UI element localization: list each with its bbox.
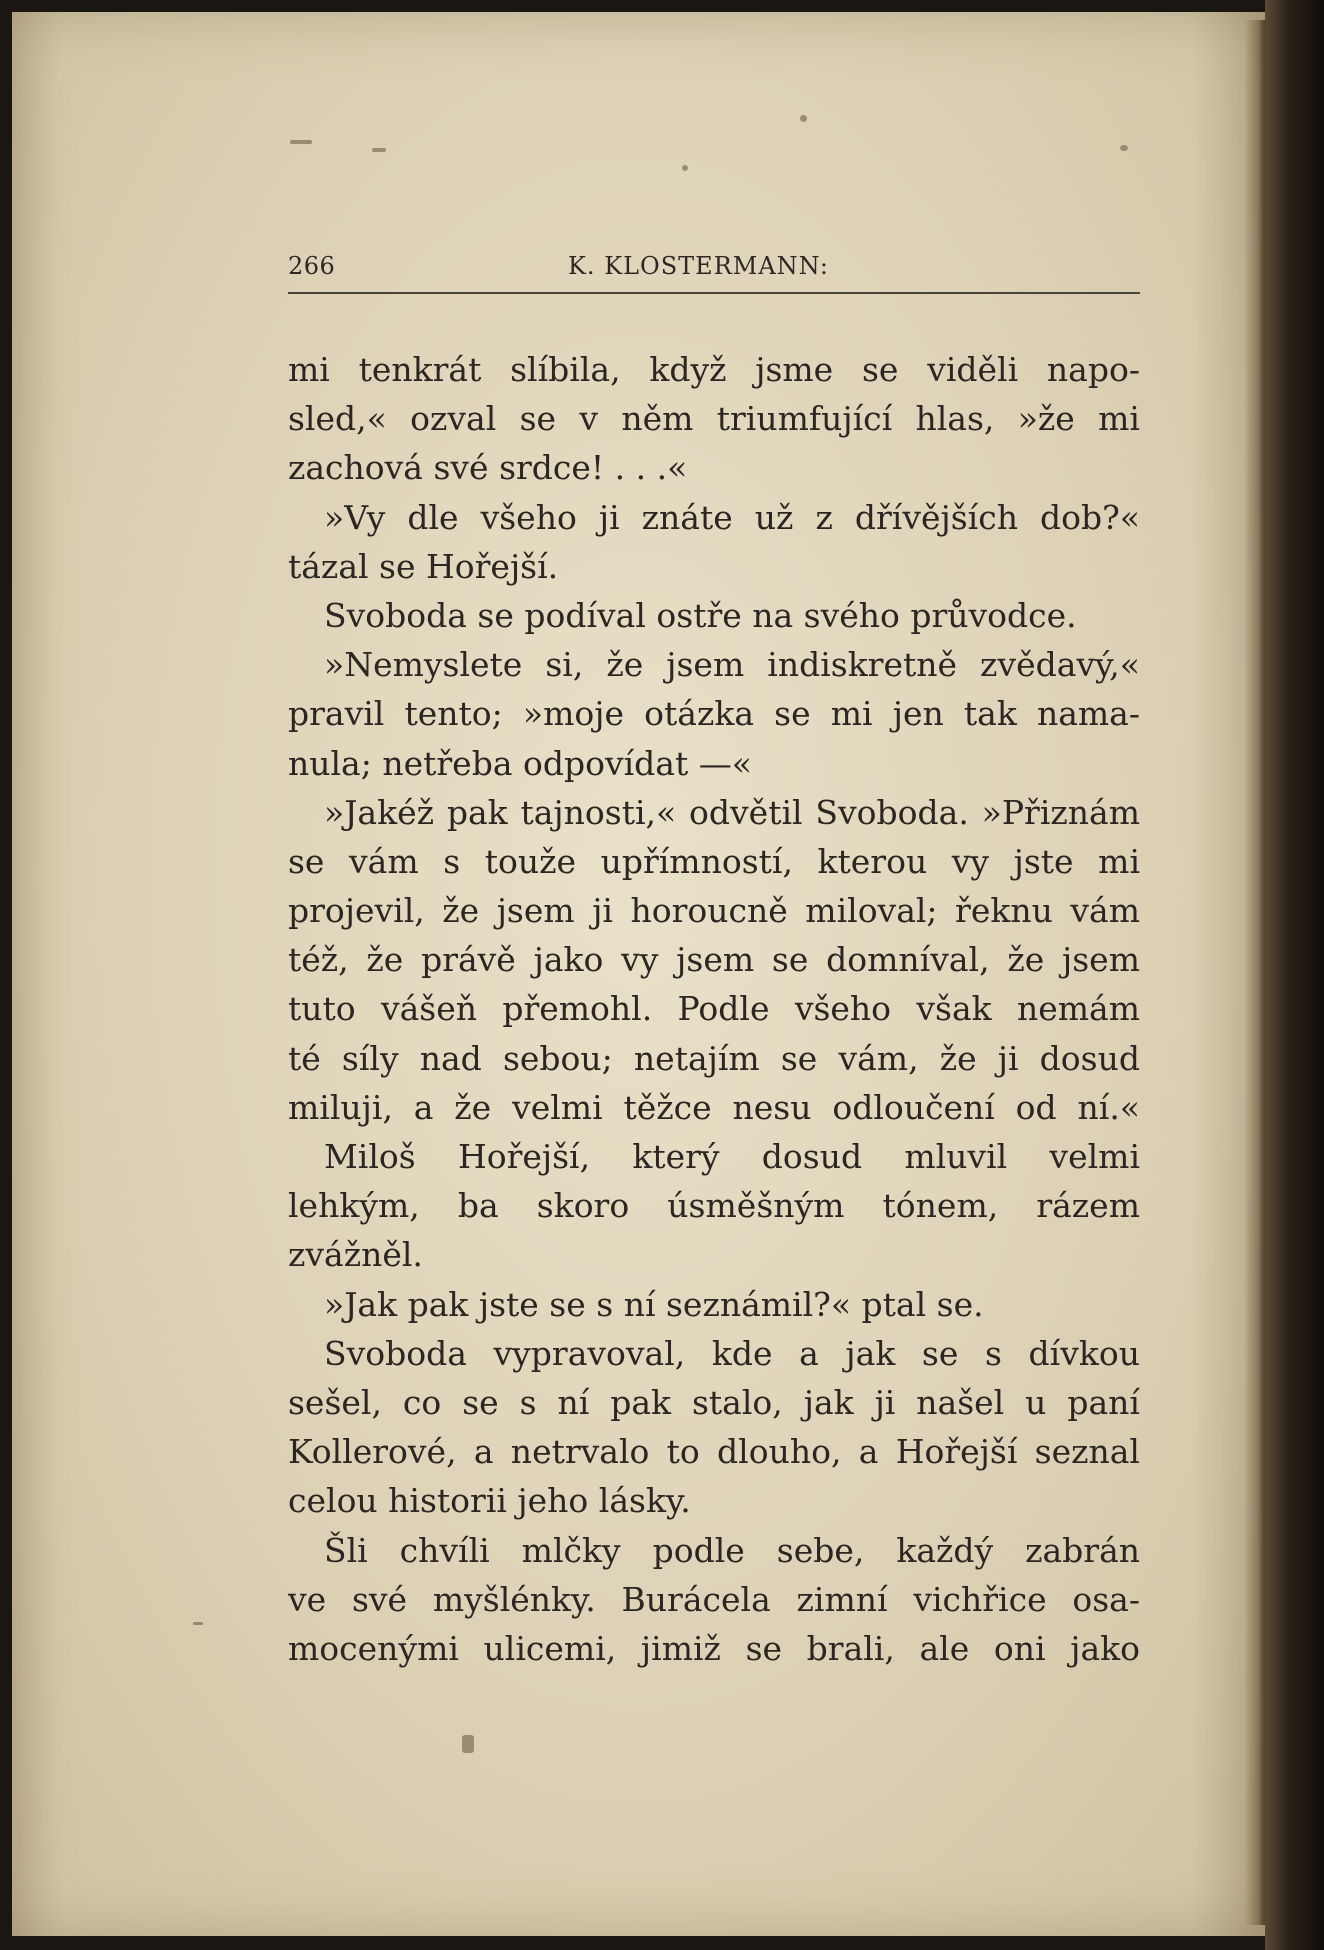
text-line: té síly nad sebou; netajím se vám, že ji dosud xyxy=(288,1038,1140,1078)
text-line: Miloš Hořejší, který dosud mluvil velmi xyxy=(324,1137,1140,1176)
text-line: pravil tento; »moje otázka se mi jen tak nama- xyxy=(288,694,1140,734)
page-edge-shadow xyxy=(1245,20,1267,1925)
text-line: zachová své srdce! . . .« xyxy=(288,448,688,488)
text-line: »Jak pak jste se s ní seznámil?« ptal se. xyxy=(324,1284,984,1324)
text-line: mi tenkrát slíbila, když jsme se viděli napo- xyxy=(288,350,1140,389)
text-line: projevil, že jsem ji horoucně miloval; řeknu vám xyxy=(288,891,1140,931)
ink-speck xyxy=(193,1622,203,1625)
ink-speck xyxy=(462,1735,474,1753)
running-title: K. KLOSTERMANN: xyxy=(568,252,829,280)
text-line: též, že právě jako vy jsem se domníval, že jsem xyxy=(288,940,1140,980)
running-head xyxy=(288,250,1140,290)
header-rule xyxy=(288,292,1140,294)
ink-speck xyxy=(372,148,386,152)
ink-speck xyxy=(800,115,807,122)
text-line: celou historii jeho lásky. xyxy=(288,1481,691,1521)
text-line: nula; netřeba odpovídat —« xyxy=(288,743,752,783)
text-line: zvážněl. xyxy=(288,1235,423,1275)
book-spine xyxy=(1265,0,1324,1950)
body-text xyxy=(288,345,1140,1673)
text-line: Svoboda vypravoval, kde a jak se s dívkou xyxy=(324,1333,1140,1373)
ink-speck xyxy=(682,165,688,171)
text-line: tázal se Hořejší. xyxy=(288,546,559,586)
ink-speck xyxy=(290,140,312,144)
text-line: sešel, co se s ní pak stalo, jak ji našel u paní xyxy=(288,1382,1140,1422)
text-line: mocenými ulicemi, jimiž se brali, ale oni jako xyxy=(288,1628,1140,1668)
text-line: Šli chvíli mlčky podle sebe, každý zabrán xyxy=(324,1530,1140,1570)
page-number: 266 xyxy=(288,252,336,280)
text-line: »Nemyslete si, že jsem indiskretně zvědavý,« xyxy=(324,645,1140,685)
text-line: miluji, a že velmi těžce nesu odloučení od ní.« xyxy=(288,1087,1140,1127)
text-line: sled,« ozval se v něm triumfující hlas, »že mi xyxy=(288,399,1140,439)
text-line: lehkým, ba skoro úsměšným tónem, rázem xyxy=(288,1186,1140,1226)
text-line: se vám s touže upřímností, kterou vy jste mi xyxy=(288,841,1140,881)
text-line: »Vy dle všeho ji znáte už z dřívějších dob?« xyxy=(324,497,1140,537)
text-line: Svoboda se podíval ostře na svého průvodce. xyxy=(324,595,1077,635)
text-line: ve své myšlénky. Burácela zimní vichřice osa- xyxy=(288,1579,1140,1619)
text-line: »Jakéž pak tajnosti,« odvětil Svoboda. »Přiznám xyxy=(324,792,1140,832)
ink-speck xyxy=(1120,145,1128,151)
text-line: Kollerové, a netrvalo to dlouho, a Hořejší seznal xyxy=(288,1432,1140,1472)
text-line: tuto vášeň přemohl. Podle všeho však nemám xyxy=(288,989,1140,1029)
